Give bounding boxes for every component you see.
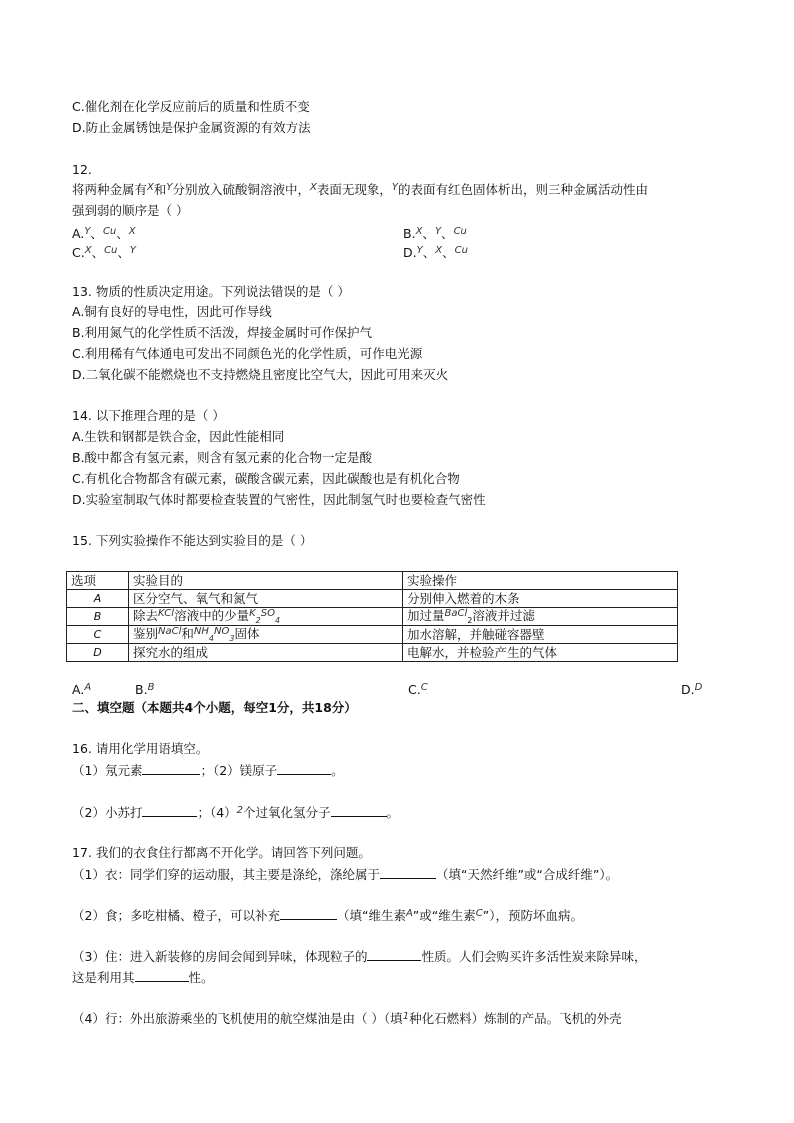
formula-subscript: 2 xyxy=(255,616,261,625)
q12-stem-line1 xyxy=(72,182,648,200)
table-cell-operation xyxy=(403,608,678,626)
q15-stem: 15. 下列实验操作不能达到实验目的是（ ） xyxy=(72,533,313,548)
table-cell-goal: 探究水的组成 xyxy=(129,644,403,662)
answer-blank[interactable] xyxy=(142,762,200,775)
answer-blank[interactable] xyxy=(367,948,421,961)
separator: 、 xyxy=(422,226,435,241)
formula-subscript: 3 xyxy=(229,634,235,643)
separator: 、 xyxy=(441,226,454,241)
table-row xyxy=(67,626,678,644)
table-cell-operation: 电解水，并检验产生的气体 xyxy=(403,644,678,662)
metal-cu: Cu xyxy=(104,245,118,256)
vitamin-letter: A xyxy=(405,908,413,919)
formula-k: K xyxy=(249,608,256,619)
q12-option-b xyxy=(403,226,467,244)
q15-table xyxy=(66,571,678,662)
cell-text: 固体 xyxy=(234,626,260,641)
answer-blank[interactable] xyxy=(280,907,337,920)
metal-x: X xyxy=(415,226,423,237)
option-letter: B xyxy=(147,682,155,693)
q15-choice-b xyxy=(135,682,154,700)
table-header: 实验操作 xyxy=(403,572,678,590)
answer-blank[interactable] xyxy=(331,804,387,817)
q12-option-a xyxy=(72,226,136,244)
q12-option-d xyxy=(403,245,468,263)
cell-text: 溶液中的少量 xyxy=(174,608,250,623)
q12-stem-text: 表面无现象， xyxy=(316,182,392,197)
q17-line3 xyxy=(72,948,646,965)
metal-y: Y xyxy=(391,182,398,193)
q17-stem: 17. 我们的衣食住行都离不开化学。请回答下列问题。 xyxy=(72,845,371,860)
vitamin-letter: C xyxy=(475,908,483,919)
separator: 、 xyxy=(117,245,130,260)
option-label: A. xyxy=(72,682,85,697)
table-cell-option: D xyxy=(67,644,129,662)
blank-prompt: ；（2）镁原子 xyxy=(200,763,278,778)
separator: 、 xyxy=(90,226,103,241)
separator: 、 xyxy=(442,245,455,260)
metal-y: Y xyxy=(129,245,137,256)
count-number: 1 xyxy=(402,1011,410,1022)
table-row xyxy=(67,644,678,662)
option-label: D. xyxy=(681,682,695,697)
blank-prompt: （3）住：进入新装修的房间会闻到异味，体现粒子的 xyxy=(72,949,368,964)
q13-option-b: B.利用氮气的化学性质不活泼，焊接金属时可作保护气 xyxy=(72,325,373,340)
blank-prompt: ”或“维生素 xyxy=(412,908,476,923)
table-header: 选项 xyxy=(67,572,129,590)
formula-so: SO xyxy=(260,608,275,619)
option-letter: D xyxy=(694,682,703,693)
blank-prompt: 性质。人们会购买许多活性炭来除异味， xyxy=(421,949,647,964)
formula-subscript: 4 xyxy=(208,634,214,643)
blank-prompt: （1）衣：同学们穿的运动服，其主要是涤纶，涤纶属于 xyxy=(72,867,380,882)
table-cell-option: B xyxy=(67,608,129,626)
metal-x: X xyxy=(435,245,443,256)
formula-nacl: NaCl xyxy=(158,626,182,637)
cell-text: 除去 xyxy=(133,608,159,623)
q17-line4 xyxy=(72,969,214,986)
q12-option-c xyxy=(72,245,136,263)
answer-blank[interactable] xyxy=(380,866,436,879)
cell-text: 加过量 xyxy=(407,608,445,623)
metal-y: Y xyxy=(416,245,423,256)
q11-option-c: C.催化剂在化学反应前后的质量和性质不变 xyxy=(72,99,310,114)
option-label: B. xyxy=(135,682,148,697)
cell-text: 和 xyxy=(181,626,194,641)
table-cell-operation: 分别伸入燃着的木条 xyxy=(403,590,678,608)
q17-line2 xyxy=(72,907,583,926)
blank-prompt: 种化石燃料）炼制的产品。飞机的外壳 xyxy=(409,1011,622,1026)
section-title: 二、填空题（本题共4个小题，每空1分，共18分） xyxy=(72,700,357,715)
blank-prompt: （2）小苏打 xyxy=(72,805,143,820)
formula-subscript: 4 xyxy=(274,616,281,625)
q12-and: 和 xyxy=(153,182,167,197)
option-label: C. xyxy=(72,245,85,260)
q16-line2 xyxy=(72,804,399,823)
q15-choice-d xyxy=(681,682,702,700)
metal-x: X xyxy=(128,226,136,237)
coefficient: 2 xyxy=(236,805,244,816)
table-cell-goal xyxy=(129,626,403,644)
metal-x: X xyxy=(147,182,154,193)
metal-cu: Cu xyxy=(453,226,467,237)
formula-nh: NH xyxy=(193,626,209,637)
table-header-row xyxy=(67,572,678,590)
table-cell-option: A xyxy=(67,590,129,608)
q15-choice-c xyxy=(408,682,428,700)
q13-option-a: A.铜有良好的导电性，因此可作导线 xyxy=(72,304,272,319)
blank-prompt: （2）食；多吃柑橘、橙子，可以补充 xyxy=(72,908,280,923)
formula-kcl: KCl xyxy=(158,608,175,619)
q15-choice-a xyxy=(72,682,91,700)
formula-bacl: BaCl xyxy=(444,608,468,619)
table-cell-goal: 区分空气、氧气和氮气 xyxy=(129,590,403,608)
q14-option-a: A.生铁和钢都是铁合金，因此性能相同 xyxy=(72,429,285,444)
metal-y: Y xyxy=(434,226,442,237)
separator: 、 xyxy=(116,226,129,241)
metal-y: Y xyxy=(84,226,91,237)
q14-option-b: B.酸中都含有氢元素，则含有氢元素的化合物一定是酸 xyxy=(72,450,373,465)
blank-prompt: （填“天然纤维”或“合成纤维”）。 xyxy=(435,867,619,882)
option-label: C. xyxy=(408,682,421,697)
blank-prompt: 性。 xyxy=(188,970,214,985)
option-letter: A xyxy=(84,682,92,693)
formula-subscript: 2 xyxy=(467,616,473,625)
q12-stem-text: 将两种金属有 xyxy=(72,182,148,197)
q12-stem-line2: 强到弱的顺序是（ ） xyxy=(72,203,189,218)
table-row xyxy=(67,608,678,626)
q14-option-d: D.实验室制取气体时都要检查装置的气密性，因此制氢气时也要检查气密性 xyxy=(72,492,486,507)
q13-stem: 13. 物质的性质决定用途。下列说法错误的是（ ） xyxy=(72,284,350,299)
blank-prompt: 。 xyxy=(331,763,344,778)
option-label: B. xyxy=(403,226,416,241)
q17-line5 xyxy=(72,1011,622,1029)
table-row xyxy=(67,590,678,608)
blank-prompt: 。 xyxy=(386,805,400,820)
q17-line1 xyxy=(72,866,618,883)
q16-stem: 16. 请用化学用语填空。 xyxy=(72,741,209,756)
answer-blank[interactable] xyxy=(135,969,189,982)
q11-option-d: D.防止金属锈蚀是保护金属资源的有效方法 xyxy=(72,120,311,135)
table-header: 实验目的 xyxy=(129,572,403,590)
option-label: A. xyxy=(72,226,85,241)
q13-option-c: C.利用稀有气体通电可发出不同颜色光的化学性质，可作电光源 xyxy=(72,346,423,361)
cell-text: 溶液并过滤 xyxy=(472,608,535,623)
separator: 、 xyxy=(91,245,105,260)
answer-blank[interactable] xyxy=(277,762,331,775)
answer-blank[interactable] xyxy=(142,804,197,817)
metal-x: X xyxy=(310,182,317,193)
metal-cu: Cu xyxy=(454,245,468,256)
q14-stem: 14. 以下推理合理的是（ ） xyxy=(72,408,225,423)
metal-y: Y xyxy=(166,182,173,193)
option-label: D. xyxy=(403,245,417,260)
q12-stem-text: 的表面有红色固体析出，则三种金属活动性由 xyxy=(398,182,649,197)
option-letter: C xyxy=(420,682,428,693)
blank-prompt: 这是利用其 xyxy=(72,970,135,985)
q12-number: 12. xyxy=(72,162,92,177)
formula-no: NO xyxy=(214,626,230,637)
q14-option-c: C.有机化合物都含有碳元素，碳酸含碳元素，因此碳酸也是有机化合物 xyxy=(72,471,460,486)
table-cell-option: C xyxy=(67,626,129,644)
blank-prompt: （1）氖元素 xyxy=(72,763,143,778)
blank-prompt: ”），预防坏血病。 xyxy=(482,908,583,923)
q12-stem-text: 分别放入硫酸铜溶液中， xyxy=(172,182,311,197)
separator: 、 xyxy=(422,245,436,260)
table-cell-goal xyxy=(129,608,403,626)
blank-prompt: （填“维生素 xyxy=(336,908,406,923)
q16-line1 xyxy=(72,762,344,779)
blank-prompt: 个过氧化氢分子 xyxy=(243,805,331,820)
blank-prompt: （4）行：外出旅游乘坐的飞机使用的航空煤油是由（ ）（填 xyxy=(72,1011,403,1026)
table-cell-operation: 加水溶解，并触碰容器壁 xyxy=(403,626,678,644)
q13-option-d: D.二氧化碳不能燃烧也不支持燃烧且密度比空气大，因此可用来灭火 xyxy=(72,367,449,382)
blank-prompt: ；（4） xyxy=(197,805,237,820)
cell-text: 鉴别 xyxy=(133,626,159,641)
metal-x: X xyxy=(84,245,92,256)
metal-cu: Cu xyxy=(102,226,117,237)
